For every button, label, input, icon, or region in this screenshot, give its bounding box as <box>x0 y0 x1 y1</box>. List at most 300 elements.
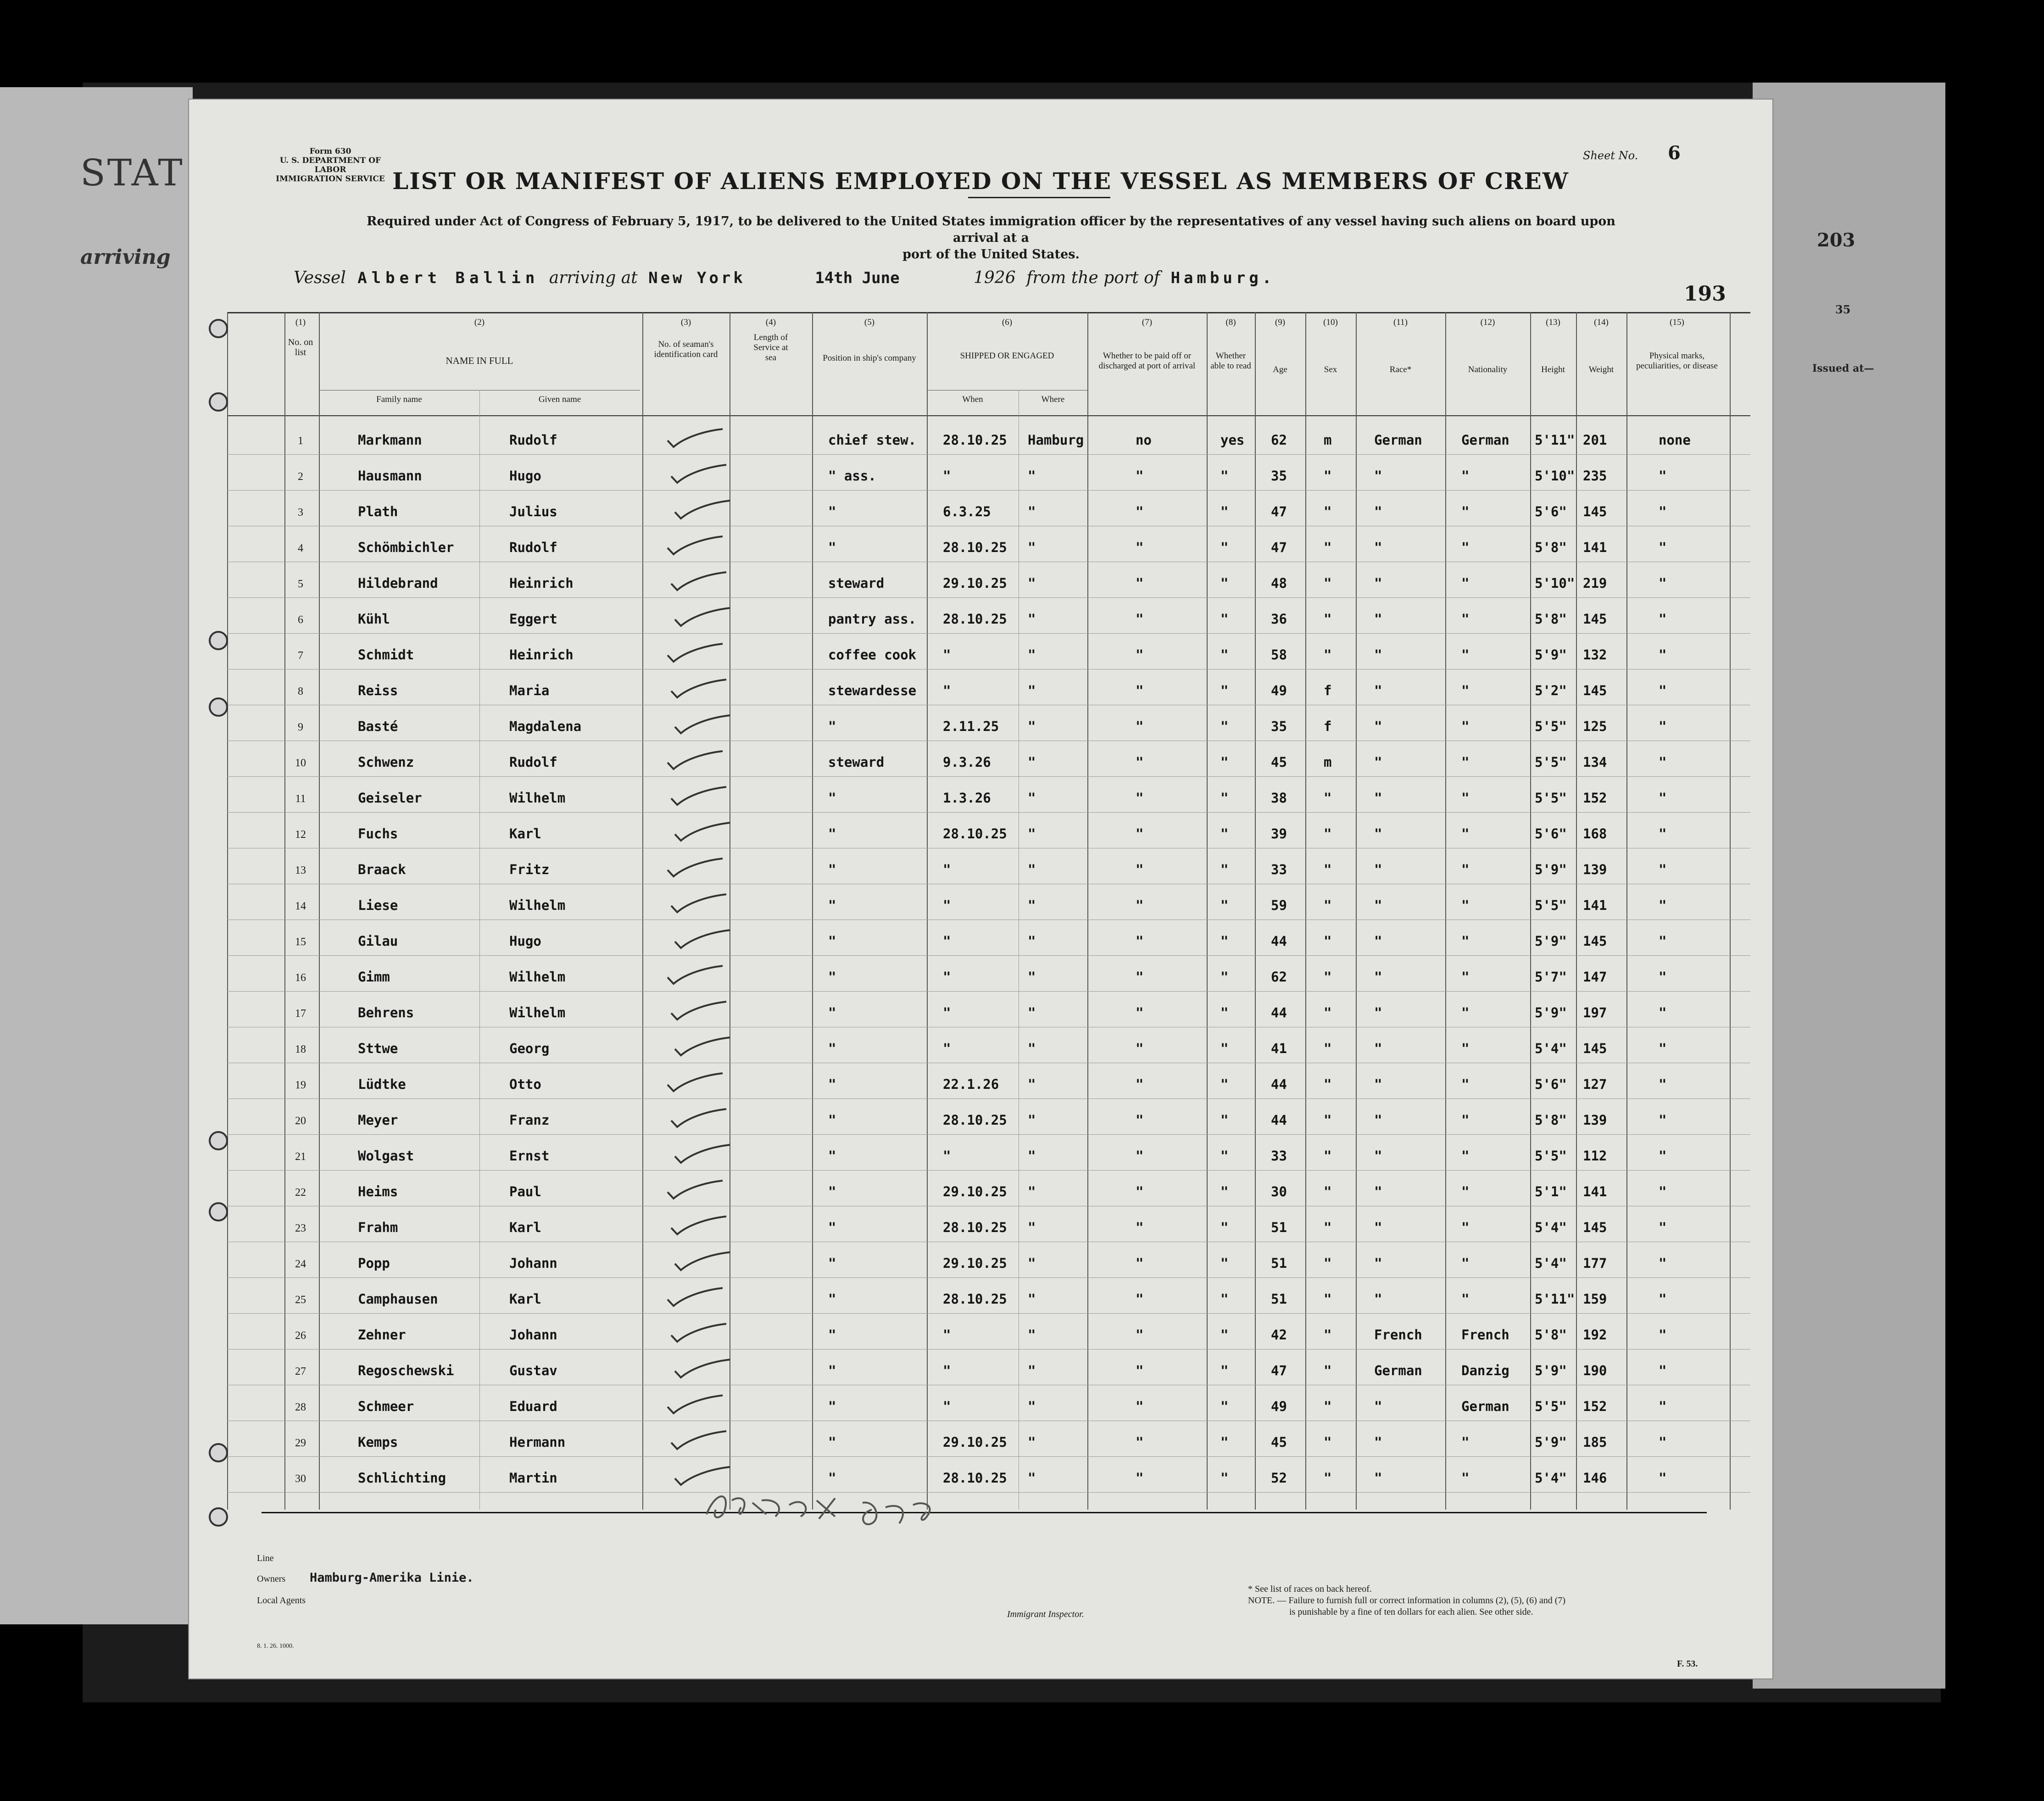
cell-age: 44 <box>1271 1112 1287 1128</box>
cell-paid: no <box>1136 432 1152 448</box>
cell-weight: 219 <box>1583 575 1607 591</box>
cell-when: 28.10.25 <box>943 1291 1007 1307</box>
cell-height: 5'1" <box>1535 1184 1567 1199</box>
column-divider <box>227 312 228 1510</box>
page-title: LIST OR MANIFEST OF ALIENS EMPLOYED ON THE VESSEL AS MEMBERS OF CREW <box>392 167 1569 195</box>
checkmark-icon <box>665 1286 725 1309</box>
row-number: 5 <box>298 578 303 590</box>
cell-nat: French <box>1461 1327 1509 1343</box>
cell-where: " <box>1028 1434 1036 1450</box>
cell-weight: 197 <box>1583 1005 1607 1020</box>
cell-given: Paul <box>509 1184 541 1199</box>
column-divider <box>642 312 643 1510</box>
cell-height: 5'10" <box>1535 575 1575 591</box>
cell-family: Meyer <box>358 1112 398 1128</box>
cell-family: Schwenz <box>358 754 414 770</box>
binder-hole <box>209 392 228 412</box>
header-bottom-rule <box>227 415 1750 416</box>
cell-weight: 145 <box>1583 683 1607 698</box>
checkmark-icon <box>665 1393 725 1416</box>
cell-height: 5'6" <box>1535 826 1567 842</box>
cell-age: 47 <box>1271 540 1287 555</box>
cell-paid: " <box>1136 1363 1144 1378</box>
cell-where: " <box>1028 933 1036 949</box>
header-age: Age <box>1273 365 1287 374</box>
cell-family: Gilau <box>358 933 398 949</box>
print-code: 8. 1. 26. 1000. <box>257 1643 294 1650</box>
table-top-rule <box>227 312 1750 313</box>
cell-family: Behrens <box>358 1005 414 1020</box>
cell-race: " <box>1374 468 1382 484</box>
row-number: 15 <box>295 936 306 948</box>
cell-age: 51 <box>1271 1291 1287 1307</box>
cell-family: Plath <box>358 504 398 519</box>
cell-when: 9.3.26 <box>943 754 991 770</box>
col-num-8: (8) <box>1225 318 1236 327</box>
cell-read: " <box>1220 1291 1229 1307</box>
cell-when: 29.10.25 <box>943 1184 1007 1199</box>
cell-nat: " <box>1461 1076 1470 1092</box>
cell-position: " <box>828 933 836 949</box>
cell-given: Otto <box>509 1076 541 1092</box>
column-divider <box>1255 312 1256 1510</box>
cell-sex: m <box>1324 754 1332 770</box>
cell-given: Karl <box>509 1220 541 1235</box>
binder-hole <box>209 1202 228 1221</box>
table-row-rule <box>227 1277 1750 1278</box>
cell-given: Eduard <box>509 1399 557 1414</box>
cell-marks: " <box>1659 647 1667 663</box>
vessel-line <box>294 268 1275 287</box>
row-number: 16 <box>295 972 306 984</box>
cell-height: 5'8" <box>1535 611 1567 627</box>
cell-where: " <box>1028 611 1036 627</box>
cell-nat: " <box>1461 719 1470 734</box>
subtitle-line-2: port of the United States. <box>902 247 1080 262</box>
cell-race: " <box>1374 1076 1382 1092</box>
cell-position: " <box>828 1434 836 1450</box>
cell-weight: 192 <box>1583 1327 1607 1343</box>
cell-race: " <box>1374 933 1382 949</box>
cell-nat: " <box>1461 1220 1470 1235</box>
cell-given: Ernst <box>509 1148 550 1164</box>
local-agents-label: Local Agents <box>257 1595 306 1606</box>
checkmark-icon <box>673 1143 732 1165</box>
cell-where: " <box>1028 1112 1036 1128</box>
cell-marks: " <box>1659 969 1667 985</box>
cell-paid: " <box>1136 790 1144 806</box>
header-no-on-list: No. on list <box>288 337 313 357</box>
header-paid-off: Whether to be paid off or discharged at port of arrival <box>1098 351 1196 371</box>
cell-sex: " <box>1324 1327 1332 1343</box>
cell-read: " <box>1220 1470 1229 1486</box>
arrival-port: New York <box>648 269 746 287</box>
cell-weight: 147 <box>1583 969 1607 985</box>
cell-race: " <box>1374 754 1382 770</box>
cell-age: 35 <box>1271 468 1287 484</box>
cell-weight: 145 <box>1583 611 1607 627</box>
cell-weight: 168 <box>1583 826 1607 842</box>
cell-family: Regoschewski <box>358 1363 454 1378</box>
cell-age: 47 <box>1271 504 1287 519</box>
cell-sex: " <box>1324 1255 1332 1271</box>
cell-marks: " <box>1659 504 1667 519</box>
cell-position: " ass. <box>828 468 876 484</box>
cell-sex: " <box>1324 1148 1332 1164</box>
table-row-rule <box>227 633 1750 634</box>
checkmark-icon <box>669 570 729 593</box>
cell-paid: " <box>1136 1434 1144 1450</box>
cell-when: " <box>943 1399 951 1414</box>
cell-marks: " <box>1659 540 1667 555</box>
cell-given: Eggert <box>509 611 557 627</box>
checkmark-icon <box>673 498 732 521</box>
cell-where: " <box>1028 540 1036 555</box>
checkmark-icon <box>669 1107 729 1130</box>
cell-when: 28.10.25 <box>943 1470 1007 1486</box>
row-number: 14 <box>295 900 306 912</box>
cell-read: " <box>1220 1255 1229 1271</box>
checkmark-icon <box>665 1071 725 1094</box>
cell-sex: " <box>1324 540 1332 555</box>
row-number: 19 <box>295 1079 306 1091</box>
stamp-number: 193 <box>1684 282 1726 306</box>
cell-where: " <box>1028 1041 1036 1056</box>
cell-weight: 145 <box>1583 504 1607 519</box>
arrival-date: 14th June <box>815 269 900 287</box>
cell-family: Wolgast <box>358 1148 414 1164</box>
cell-nat: " <box>1461 1112 1470 1128</box>
cell-weight: 139 <box>1583 1112 1607 1128</box>
cell-paid: " <box>1136 754 1144 770</box>
cell-marks: " <box>1659 933 1667 949</box>
cell-family: Camphausen <box>358 1291 438 1307</box>
cell-family: Kemps <box>358 1434 398 1450</box>
cell-sex: " <box>1324 1076 1332 1092</box>
cell-age: 45 <box>1271 754 1287 770</box>
cell-height: 5'8" <box>1535 1112 1567 1128</box>
cell-height: 5'8" <box>1535 540 1567 555</box>
cell-race: " <box>1374 790 1382 806</box>
cell-position: " <box>828 719 836 734</box>
cell-paid: " <box>1136 1112 1144 1128</box>
cell-position: " <box>828 826 836 842</box>
col-num-13: (13) <box>1546 318 1560 327</box>
cell-marks: " <box>1659 1399 1667 1414</box>
cell-paid: " <box>1136 1327 1144 1343</box>
row-number: 9 <box>298 721 303 733</box>
cell-nat: " <box>1461 1041 1470 1056</box>
cell-age: 30 <box>1271 1184 1287 1199</box>
cell-weight: 146 <box>1583 1470 1607 1486</box>
owners-value: Hamburg-Amerika Linie. <box>310 1571 474 1585</box>
cell-weight: 132 <box>1583 647 1607 663</box>
cell-paid: " <box>1136 1399 1144 1414</box>
table-bottom-rule <box>262 1512 1707 1513</box>
immigrant-inspector-label: Immigrant Inspector. <box>1007 1609 1084 1619</box>
cell-when: " <box>943 933 951 949</box>
cell-race: " <box>1374 1112 1382 1128</box>
cell-given: Maria <box>509 683 550 698</box>
checkmark-icon <box>665 749 725 772</box>
cell-position: " <box>828 1255 836 1271</box>
cell-position: " <box>828 1399 836 1414</box>
cell-given: Rudolf <box>509 432 557 448</box>
cell-when: " <box>943 683 951 698</box>
vessel-name: Albert Ballin <box>357 269 540 287</box>
cell-family: Schömbichler <box>358 540 454 555</box>
cell-where: " <box>1028 754 1036 770</box>
cell-marks: none <box>1659 432 1691 448</box>
row-number: 22 <box>295 1187 306 1199</box>
cell-family: Fuchs <box>358 826 398 842</box>
cell-paid: " <box>1136 611 1144 627</box>
cell-position: steward <box>828 575 885 591</box>
cell-sex: " <box>1324 969 1332 985</box>
cell-read: " <box>1220 468 1229 484</box>
cell-paid: " <box>1136 504 1144 519</box>
cell-age: 58 <box>1271 647 1287 663</box>
right-page-number-35: 35 <box>1835 303 1851 316</box>
cell-given: Wilhelm <box>509 1005 566 1020</box>
cell-nat: Danzig <box>1461 1363 1509 1378</box>
cell-weight: 145 <box>1583 933 1607 949</box>
cell-where: " <box>1028 1005 1036 1020</box>
cell-marks: " <box>1659 468 1667 484</box>
checkmark-icon <box>669 999 729 1022</box>
cell-marks: " <box>1659 1005 1667 1020</box>
cell-given: Johann <box>509 1255 557 1271</box>
cell-nat: " <box>1461 754 1470 770</box>
cell-weight: 145 <box>1583 1220 1607 1235</box>
cell-paid: " <box>1136 1076 1144 1092</box>
row-number: 4 <box>298 542 303 554</box>
cell-position: coffee cook <box>828 647 917 663</box>
binder-hole <box>209 1507 228 1527</box>
header-race: Race* <box>1389 365 1412 374</box>
cell-sex: " <box>1324 1005 1332 1020</box>
cell-nat: " <box>1461 611 1470 627</box>
cell-weight: 145 <box>1583 1041 1607 1056</box>
cell-given: Heinrich <box>509 647 574 663</box>
cell-family: Hildebrand <box>358 575 438 591</box>
cell-position: " <box>828 1470 836 1486</box>
header-name-in-full: NAME IN FULL <box>446 355 513 366</box>
cell-family: Zehner <box>358 1327 406 1343</box>
cell-position: " <box>828 1005 836 1020</box>
cell-position: " <box>828 504 836 519</box>
checkmark-icon <box>669 463 729 485</box>
cell-nat: " <box>1461 504 1470 519</box>
cell-marks: " <box>1659 1220 1667 1235</box>
cell-height: 5'9" <box>1535 933 1567 949</box>
checkmark-icon <box>673 713 732 736</box>
cell-sex: " <box>1324 1220 1332 1235</box>
cell-when: 6.3.25 <box>943 504 991 519</box>
cell-when: 28.10.25 <box>943 1220 1007 1235</box>
cell-race: " <box>1374 862 1382 877</box>
cell-sex: " <box>1324 1041 1332 1056</box>
cell-race: " <box>1374 504 1382 519</box>
cell-nat: German <box>1461 1399 1509 1414</box>
cell-age: 45 <box>1271 1434 1287 1450</box>
cell-height: 5'5" <box>1535 790 1567 806</box>
row-number: 6 <box>298 614 303 626</box>
cell-given: Hugo <box>509 933 541 949</box>
cell-paid: " <box>1136 933 1144 949</box>
cell-weight: 190 <box>1583 1363 1607 1378</box>
cell-age: 59 <box>1271 898 1287 913</box>
cell-age: 39 <box>1271 826 1287 842</box>
cell-weight: 152 <box>1583 1399 1607 1414</box>
sheet-number-label: Sheet No. <box>1583 149 1638 162</box>
cell-nat: " <box>1461 1434 1470 1450</box>
cell-family: Schmidt <box>358 647 414 663</box>
col-num-9: (9) <box>1275 318 1286 327</box>
cell-race: " <box>1374 898 1382 913</box>
cell-position: " <box>828 540 836 555</box>
cell-race: " <box>1374 683 1382 698</box>
form-number: Form 630 <box>309 147 351 156</box>
checkmark-icon <box>673 820 732 843</box>
cell-sex: " <box>1324 611 1332 627</box>
row-number: 8 <box>298 686 303 697</box>
cell-sex: " <box>1324 468 1332 484</box>
cell-weight: 134 <box>1583 754 1607 770</box>
cell-given: Rudolf <box>509 540 557 555</box>
owners-label: Owners <box>257 1574 286 1584</box>
cell-age: 33 <box>1271 862 1287 877</box>
cell-height: 5'6" <box>1535 504 1567 519</box>
cell-race: " <box>1374 647 1382 663</box>
cell-nat: " <box>1461 1184 1470 1199</box>
column-divider <box>1207 312 1208 1510</box>
cell-read: " <box>1220 826 1229 842</box>
column-divider <box>1445 312 1446 1510</box>
cell-read: " <box>1220 969 1229 985</box>
cell-position: " <box>828 1291 836 1307</box>
cell-nat: " <box>1461 683 1470 698</box>
cell-height: 5'5" <box>1535 1148 1567 1164</box>
col-num-14: (14) <box>1594 318 1609 327</box>
cell-race: French <box>1374 1327 1422 1343</box>
cell-when: 29.10.25 <box>943 575 1007 591</box>
cell-when: " <box>943 1148 951 1164</box>
cell-sex: f <box>1324 683 1332 698</box>
cell-age: 49 <box>1271 1399 1287 1414</box>
cell-height: 5'5" <box>1535 898 1567 913</box>
cell-family: Braack <box>358 862 406 877</box>
checkmark-icon <box>665 641 725 664</box>
left-adjacent-page <box>0 87 193 1624</box>
table-row-rule <box>227 812 1750 813</box>
column-divider <box>1626 312 1627 1510</box>
cell-weight: 235 <box>1583 468 1607 484</box>
cell-read: " <box>1220 611 1229 627</box>
cell-marks: " <box>1659 1041 1667 1056</box>
cell-race: " <box>1374 1291 1382 1307</box>
cell-paid: " <box>1136 683 1144 698</box>
cell-read: " <box>1220 898 1229 913</box>
arriving-label: arriving at <box>549 268 638 287</box>
header-height: Height <box>1541 365 1565 374</box>
cell-race: " <box>1374 1220 1382 1235</box>
cell-weight: 177 <box>1583 1255 1607 1271</box>
cell-where: " <box>1028 1184 1036 1199</box>
cell-where: Hamburg <box>1028 432 1084 448</box>
cell-marks: " <box>1659 1255 1667 1271</box>
cell-race: " <box>1374 611 1382 627</box>
row-number: 1 <box>298 435 303 447</box>
col-num-4: (4) <box>765 318 776 327</box>
from-port-label: from the port of <box>1026 268 1160 287</box>
cell-nat: " <box>1461 1470 1470 1486</box>
cell-given: Franz <box>509 1112 550 1128</box>
row-number: 26 <box>295 1330 306 1342</box>
column-divider <box>1356 312 1357 1510</box>
binder-hole <box>209 319 228 338</box>
cell-race: " <box>1374 1399 1382 1414</box>
cell-height: 5'6" <box>1535 1076 1567 1092</box>
cell-race: " <box>1374 1041 1382 1056</box>
sheet-number: 6 <box>1668 142 1681 164</box>
cell-read: " <box>1220 504 1229 519</box>
col-num-2: (2) <box>474 318 485 327</box>
cell-paid: " <box>1136 1184 1144 1199</box>
cell-weight: 112 <box>1583 1148 1607 1164</box>
family-given-divider <box>479 390 480 1510</box>
header-seaman-card: No. of seaman's identification card <box>654 340 718 359</box>
cell-nat: " <box>1461 1291 1470 1307</box>
arrival-year: 1926 <box>974 268 1016 287</box>
cell-race: " <box>1374 969 1382 985</box>
cell-family: Liese <box>358 898 398 913</box>
header-position: Position in ship's company <box>823 353 916 363</box>
cell-where: " <box>1028 504 1036 519</box>
row-number: 7 <box>298 650 303 662</box>
column-divider <box>1087 312 1088 1510</box>
note-fine-line-2: is punishable by a fine of ten dollars for each alien. See other side. <box>1289 1607 1533 1617</box>
cell-race: " <box>1374 1434 1382 1450</box>
cell-race: " <box>1374 1005 1382 1020</box>
row-number: 30 <box>295 1473 306 1485</box>
cell-sex: " <box>1324 1399 1332 1414</box>
checkmark-icon <box>669 1321 729 1344</box>
cell-read: " <box>1220 754 1229 770</box>
cell-height: 5'9" <box>1535 1363 1567 1378</box>
cell-age: 47 <box>1271 1363 1287 1378</box>
cell-paid: " <box>1136 1005 1144 1020</box>
checkmark-icon <box>665 1178 725 1201</box>
cell-given: Hermann <box>509 1434 566 1450</box>
cell-marks: " <box>1659 1076 1667 1092</box>
binder-hole <box>209 631 228 650</box>
cell-family: Basté <box>358 719 398 734</box>
cell-position: chief stew. <box>828 432 917 448</box>
cell-weight: 127 <box>1583 1076 1607 1092</box>
cell-when: 22.1.26 <box>943 1076 999 1092</box>
cell-sex: " <box>1324 826 1332 842</box>
cell-age: 52 <box>1271 1470 1287 1486</box>
cell-paid: " <box>1136 862 1144 877</box>
departure-port: Hamburg. <box>1170 269 1275 287</box>
column-divider <box>1730 312 1731 1510</box>
cell-family: Geiseler <box>358 790 422 806</box>
row-number: 11 <box>295 793 306 805</box>
cell-sex: f <box>1324 719 1332 734</box>
cell-sex: " <box>1324 1434 1332 1450</box>
cell-where: " <box>1028 969 1036 985</box>
